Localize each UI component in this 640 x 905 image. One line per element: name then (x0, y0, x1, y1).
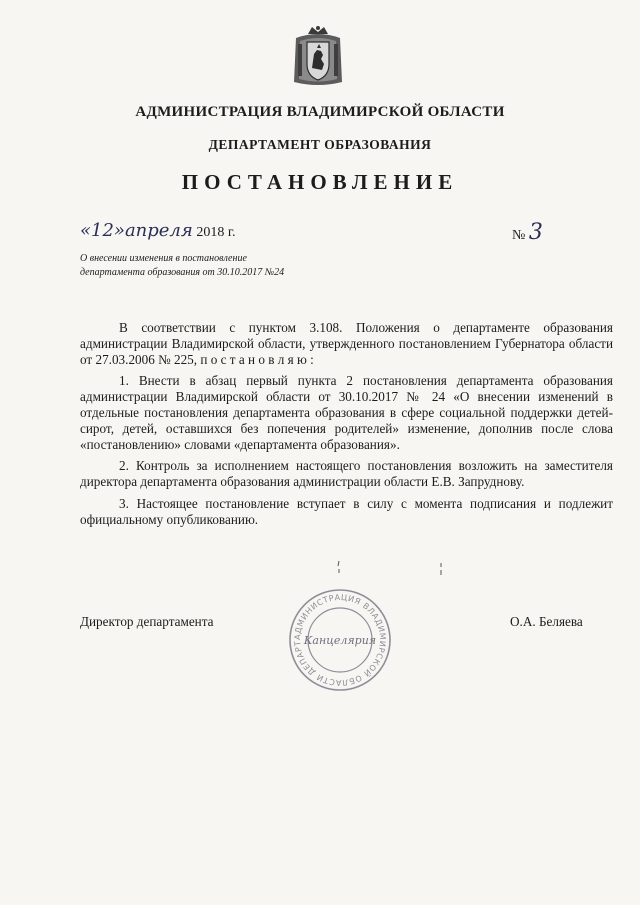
date-month-handwritten: апреля (124, 220, 193, 241)
date-year: 2018 г. (196, 225, 236, 240)
subject-line-1: О внесении изменения в постановление (80, 253, 247, 264)
stamp-ring-text: АДМИНИСТРАЦИЯ ВЛАДИМИРСКОЙ ОБЛАСТИ ДЕПАРТ (292, 592, 388, 688)
coat-of-arms-icon (290, 24, 346, 88)
subject-line-2: департамента образования от 30.10.2017 №24 (80, 267, 285, 278)
body-paragraph: 1. Внести в абзац первый пункта 2 постановления департамента образования администрации Владимирской области от 30.10.2017 № 24 «О внесении изменений в отдельные постановления департамента образования в сфере социальной поддержки детей-сирот, детей, оставшихся без попечения родителей» изменение, дополнив после слова «постановлению» словами «департамента образования». (80, 373, 613, 452)
pen-mark-icon (438, 562, 444, 581)
pen-mark-icon (335, 560, 343, 579)
body-paragraph: 3. Настоящее постановление вступает в силу с момента подписания и подлежит официальному опубликованию. (80, 495, 613, 527)
number-label: № (512, 228, 526, 243)
body-paragraph: 2. Контроль за исполнением настоящего постановления возложить на заместителя директора департамента образования администрации области Е.В. Запруднову. (80, 458, 613, 490)
document-number (512, 220, 543, 245)
number-handwritten: 3 (528, 220, 543, 245)
date-day-handwritten: «12» (80, 220, 125, 241)
department-heading: ДЕПАРТАМЕНТ ОБРАЗОВАНИЯ (208, 137, 432, 152)
administration-heading: АДМИНИСТРАЦИЯ ВЛАДИМИРСКОЙ ОБЛАСТИ (135, 104, 505, 120)
document-date (80, 220, 236, 241)
document-body (80, 320, 613, 534)
signatory-name: О.А. Беляева (510, 614, 583, 629)
signatory-position: Директор департамента (80, 614, 214, 629)
office-stamp (286, 586, 394, 694)
document-subject (80, 252, 284, 280)
document-type-title: ПОСТАНОВЛЕНИЕ (181, 170, 459, 194)
body-paragraph: В соответствии с пунктом 3.108. Положения о департаменте образования администрации Владимирской области, утвержденного постановлением Губернатора области от 27.03.2006 № 225, п о с т а н о в л я ю : (80, 320, 613, 367)
stamp-center-text: Канцелярия (303, 634, 377, 647)
